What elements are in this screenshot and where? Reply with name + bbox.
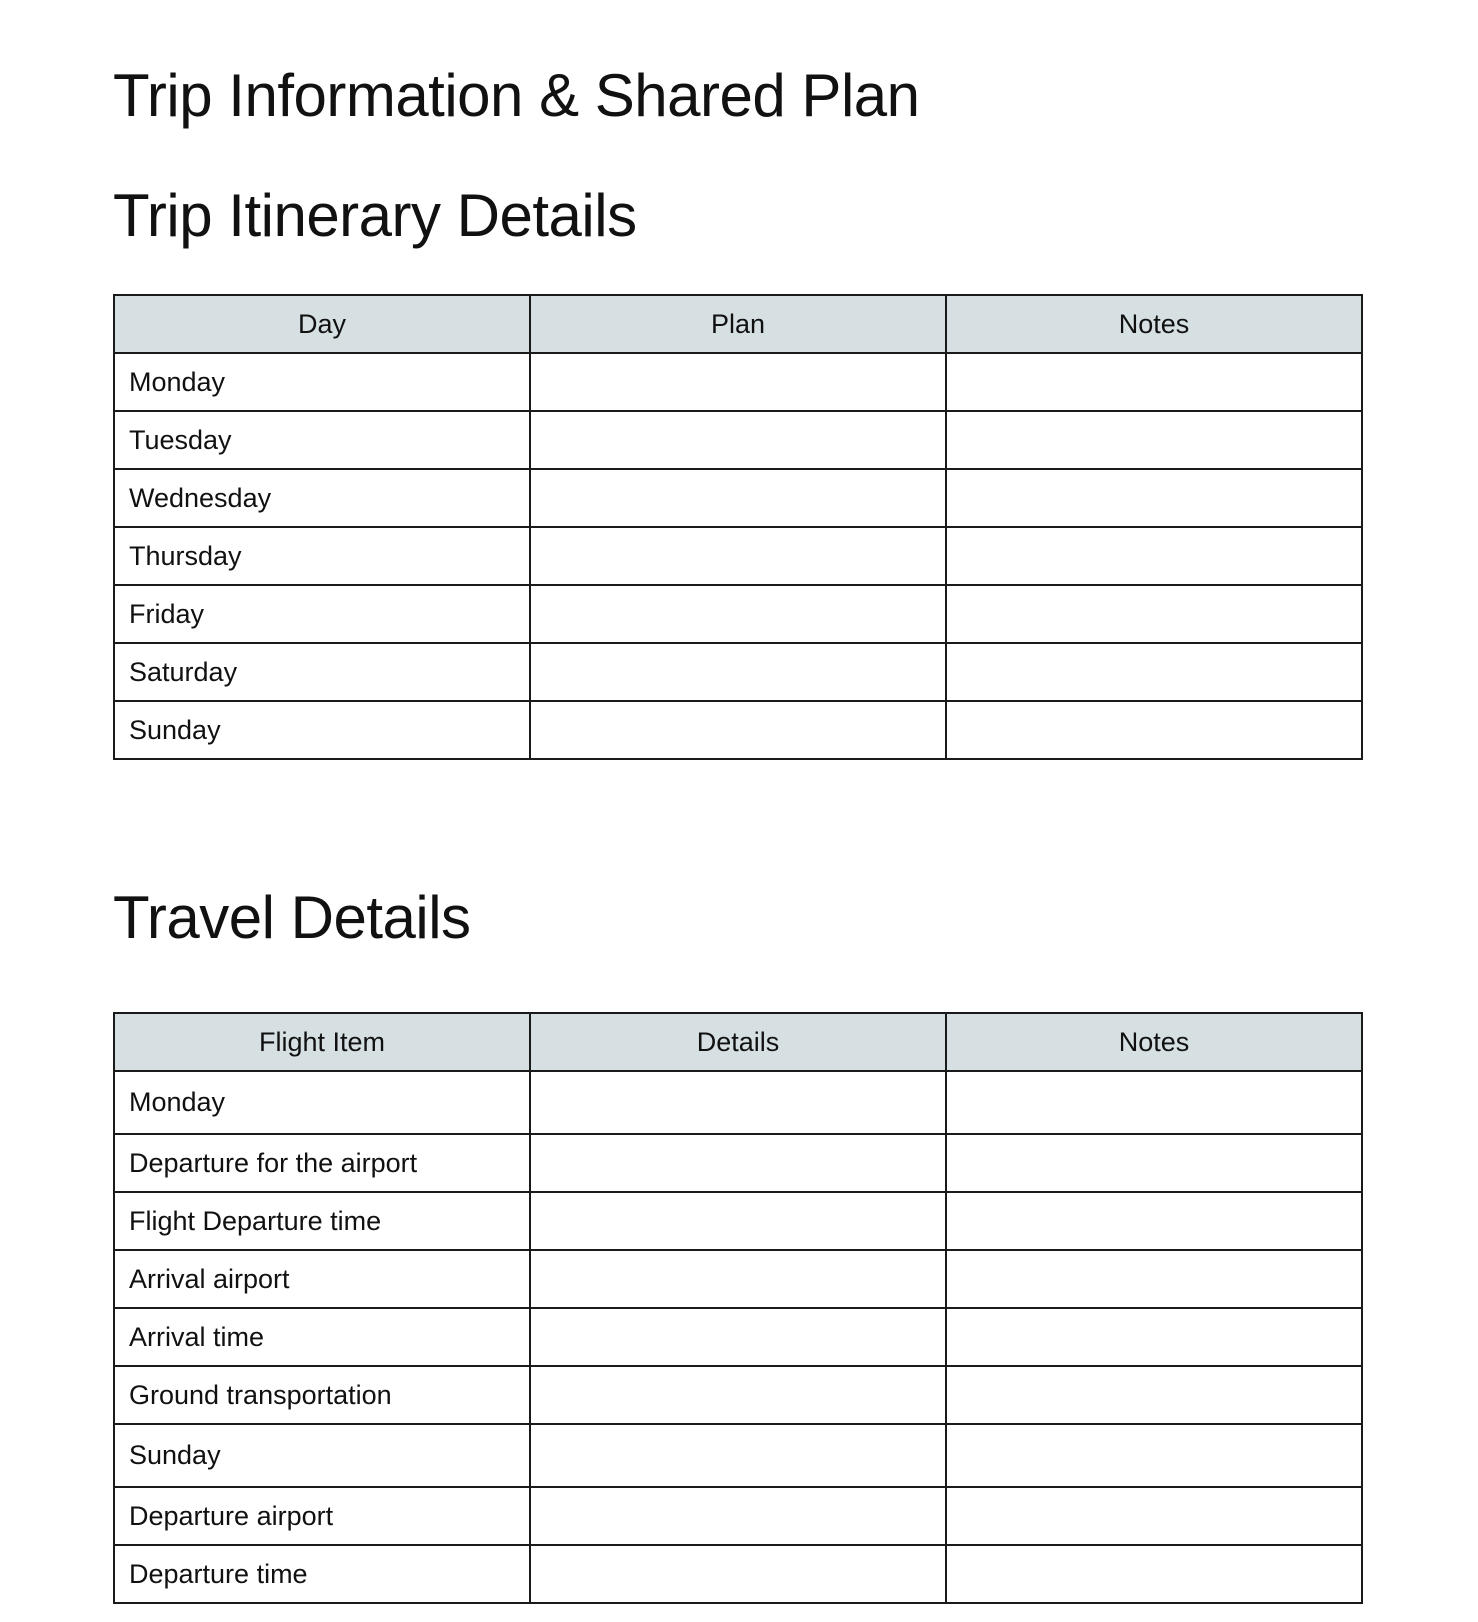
itinerary-day-cell: Wednesday xyxy=(114,469,530,527)
travel-item-cell: Sunday xyxy=(114,1424,530,1487)
table-row xyxy=(114,1487,1362,1545)
travel-item-cell: Departure airport xyxy=(114,1487,530,1545)
travel-item-cell: Arrival airport xyxy=(114,1250,530,1308)
travel-details-cell[interactable] xyxy=(530,1487,946,1545)
itinerary-plan-cell[interactable] xyxy=(530,469,946,527)
travel-item-cell: Departure for the airport xyxy=(114,1134,530,1192)
table-row xyxy=(114,411,1362,469)
travel-notes-cell[interactable] xyxy=(946,1308,1362,1366)
itinerary-plan-cell[interactable] xyxy=(530,643,946,701)
itinerary-notes-cell[interactable] xyxy=(946,585,1362,643)
travel-notes-cell[interactable] xyxy=(946,1424,1362,1487)
table-row xyxy=(114,353,1362,411)
itinerary-header-row xyxy=(114,295,1362,353)
travel-notes-cell[interactable] xyxy=(946,1134,1362,1192)
itinerary-column-day: Day xyxy=(114,295,530,353)
travel-notes-cell[interactable] xyxy=(946,1366,1362,1424)
itinerary-notes-cell[interactable] xyxy=(946,643,1362,701)
travel-column-notes: Notes xyxy=(946,1013,1362,1071)
itinerary-column-plan: Plan xyxy=(530,295,946,353)
travel-details-cell[interactable] xyxy=(530,1134,946,1192)
travel-column-flight-item: Flight Item xyxy=(114,1013,530,1071)
table-row xyxy=(114,1250,1362,1308)
itinerary-plan-cell[interactable] xyxy=(530,353,946,411)
itinerary-notes-cell[interactable] xyxy=(946,353,1362,411)
table-row xyxy=(114,527,1362,585)
table-row xyxy=(114,585,1362,643)
itinerary-day-cell: Sunday xyxy=(114,701,530,759)
travel-item-cell: Departure time xyxy=(114,1545,530,1603)
travel-details-cell[interactable] xyxy=(530,1071,946,1134)
travel-details-cell[interactable] xyxy=(530,1366,946,1424)
itinerary-day-cell: Friday xyxy=(114,585,530,643)
travel-details-cell[interactable] xyxy=(530,1250,946,1308)
travel-item-cell: Ground transportation xyxy=(114,1366,530,1424)
travel-header-row xyxy=(114,1013,1362,1071)
itinerary-notes-cell[interactable] xyxy=(946,527,1362,585)
page-title: Trip Information & Shared Plan xyxy=(113,62,920,129)
travel-item-cell: Flight Departure time xyxy=(114,1192,530,1250)
travel-notes-cell[interactable] xyxy=(946,1250,1362,1308)
travel-heading: Travel Details xyxy=(113,884,471,951)
travel-notes-cell[interactable] xyxy=(946,1545,1362,1603)
travel-details-cell[interactable] xyxy=(530,1545,946,1603)
itinerary-day-cell: Saturday xyxy=(114,643,530,701)
travel-details-cell[interactable] xyxy=(530,1192,946,1250)
itinerary-plan-cell[interactable] xyxy=(530,411,946,469)
itinerary-day-cell: Tuesday xyxy=(114,411,530,469)
itinerary-notes-cell[interactable] xyxy=(946,701,1362,759)
itinerary-heading: Trip Itinerary Details xyxy=(113,182,637,249)
table-row xyxy=(114,1366,1362,1424)
itinerary-plan-cell[interactable] xyxy=(530,527,946,585)
travel-notes-cell[interactable] xyxy=(946,1071,1362,1134)
travel-notes-cell[interactable] xyxy=(946,1192,1362,1250)
itinerary-plan-cell[interactable] xyxy=(530,585,946,643)
table-row xyxy=(114,1424,1362,1487)
table-row xyxy=(114,643,1362,701)
travel-details-cell[interactable] xyxy=(530,1424,946,1487)
itinerary-day-cell: Thursday xyxy=(114,527,530,585)
itinerary-day-cell: Monday xyxy=(114,353,530,411)
table-row xyxy=(114,469,1362,527)
table-row xyxy=(114,1308,1362,1366)
itinerary-notes-cell[interactable] xyxy=(946,469,1362,527)
table-row xyxy=(114,1134,1362,1192)
itinerary-notes-cell[interactable] xyxy=(946,411,1362,469)
table-row xyxy=(114,1545,1362,1603)
itinerary-plan-cell[interactable] xyxy=(530,701,946,759)
itinerary-column-notes: Notes xyxy=(946,295,1362,353)
travel-item-cell: Arrival time xyxy=(114,1308,530,1366)
travel-details-cell[interactable] xyxy=(530,1308,946,1366)
table-row xyxy=(114,1071,1362,1134)
travel-notes-cell[interactable] xyxy=(946,1487,1362,1545)
travel-item-cell: Monday xyxy=(114,1071,530,1134)
table-row xyxy=(114,1192,1362,1250)
travel-column-details: Details xyxy=(530,1013,946,1071)
table-row xyxy=(114,701,1362,759)
itinerary-table xyxy=(113,294,1363,760)
travel-table xyxy=(113,1012,1363,1604)
